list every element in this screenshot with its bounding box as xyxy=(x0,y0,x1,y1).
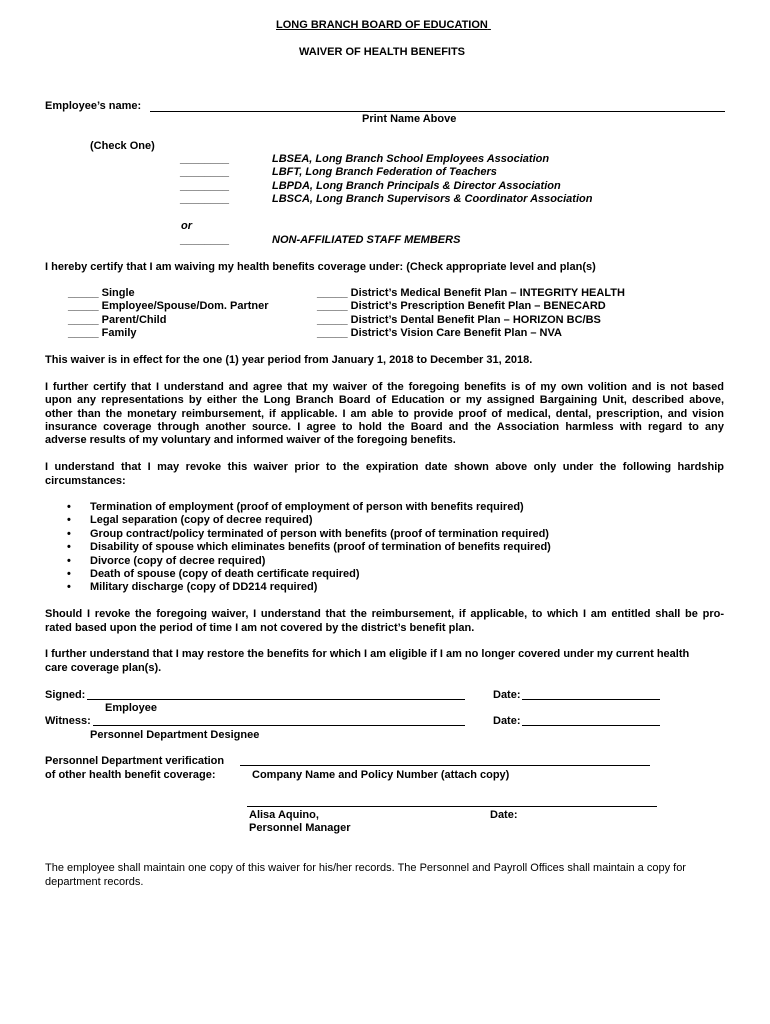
witness-label: Witness: xyxy=(45,715,91,727)
employee-caption: Employee xyxy=(105,702,157,714)
company-policy-caption: Company Name and Policy Number (attach copy) xyxy=(252,769,510,781)
bullet-icon: • xyxy=(67,568,71,580)
certify-statement: I hereby certify that I am waiving my health benefits coverage under: (Check appropriate level and plan(s) xyxy=(45,261,596,273)
revoke-line: I understand that I may revoke this waiver prior to the expiration date shown above only under the following hardship xyxy=(45,461,724,473)
witness-date-field[interactable] xyxy=(522,725,660,726)
bullet-icon: • xyxy=(67,555,71,567)
witness-field[interactable] xyxy=(93,725,465,726)
union-blank[interactable]: ________ xyxy=(180,180,229,192)
manager-name: Alisa Aquino, xyxy=(249,809,319,821)
manager-date-label: Date: xyxy=(490,809,518,821)
signed-date-label: Date: xyxy=(493,689,521,701)
manager-title: Personnel Manager xyxy=(249,822,351,834)
prorate-line: rated based upon the period of time I am not covered by the district’s benefit plan. xyxy=(45,622,475,634)
signed-label: Signed: xyxy=(45,689,86,701)
volition-line: other than the monetary reimbursement, if applicable. I am able to provide proof of medical, dental, prescription, and vision xyxy=(45,408,724,420)
union-blank[interactable]: ________ xyxy=(180,234,229,246)
circumstance-item: Legal separation (copy of decree required) xyxy=(90,514,313,526)
plan-row[interactable]: _____ District’s Medical Benefit Plan – INTEGRITY HEALTH xyxy=(317,287,625,299)
restore-line: care coverage plan(s). xyxy=(45,662,162,674)
revoke-line: circumstances: xyxy=(45,475,126,487)
footer-note: department records. xyxy=(45,876,144,888)
union-blank[interactable]: ________ xyxy=(180,153,229,165)
bullet-icon: • xyxy=(67,581,71,593)
org-title: LONG BRANCH BOARD OF EDUCATION xyxy=(276,19,488,31)
or-label: or xyxy=(181,220,192,232)
employee-name-hint: Print Name Above xyxy=(362,113,457,125)
restore-line: I further understand that I may restore the benefits for which I am eligible if I am no longer covered under my current health xyxy=(45,648,690,660)
signature-field[interactable] xyxy=(87,699,465,700)
plan-row[interactable]: _____ District’s Prescription Benefit Plan – BENECARD xyxy=(317,300,606,312)
verification-label: of other health benefit coverage: xyxy=(45,769,216,781)
bullet-icon: • xyxy=(67,541,71,553)
circumstance-item: Disability of spouse which eliminates benefits (proof of termination of benefits required) xyxy=(90,541,551,553)
union-option-nonaffiliated: NON-AFFILIATED STAFF MEMBERS xyxy=(272,234,461,246)
document-title: WAIVER OF HEALTH BENEFITS xyxy=(299,46,466,58)
employee-name-field[interactable] xyxy=(150,111,725,112)
circumstance-item: Termination of employment (proof of employment of person with benefits required) xyxy=(90,501,524,513)
bullet-icon: • xyxy=(67,514,71,526)
waiver-period: This waiver is in effect for the one (1) year period from January 1, 2018 to December 31, 2018. xyxy=(45,354,533,366)
union-blank[interactable]: ________ xyxy=(180,193,229,205)
level-row[interactable]: _____ Family xyxy=(68,327,137,339)
bullet-icon: • xyxy=(67,501,71,513)
volition-line: I further certify that I understand and agree that my waiver of the foregoing benefits is of my own volition and is not based xyxy=(45,381,724,393)
witness-date-label: Date: xyxy=(493,715,521,727)
circumstance-item: Death of spouse (copy of death certificate required) xyxy=(90,568,360,580)
manager-signature-field[interactable] xyxy=(247,806,657,807)
check-one-label: (Check One) xyxy=(90,140,155,152)
level-row[interactable]: _____ Single xyxy=(68,287,135,299)
volition-line: insurance coverage through another source. I agree to hold the Board and the Association harmless with regard to any xyxy=(45,421,724,433)
volition-line: upon any representations by either the Long Branch Board of Education or my assigned Bargaining Unit, described above, xyxy=(45,394,724,406)
circumstance-item: Group contract/policy terminated of person with benefits (proof of termination required) xyxy=(90,528,549,540)
union-option-lbft: LBFT, Long Branch Federation of Teachers xyxy=(272,166,497,178)
footer-note: The employee shall maintain one copy of this waiver for his/her records. The Personnel and Payroll Offices shall maintain a copy for xyxy=(45,862,686,874)
union-blank[interactable]: ________ xyxy=(180,166,229,178)
circumstance-item: Divorce (copy of decree required) xyxy=(90,555,266,567)
bullet-icon: • xyxy=(67,528,71,540)
union-option-lbpda: LBPDA, Long Branch Principals & Director Association xyxy=(272,180,561,192)
employee-name-label: Employee’s name: xyxy=(45,100,142,112)
plan-row[interactable]: _____ District’s Dental Benefit Plan – HORIZON BC/BS xyxy=(317,314,601,326)
union-option-lbsca: LBSCA, Long Branch Supervisors & Coordinator Association xyxy=(272,193,593,205)
verification-label: Personnel Department verification xyxy=(45,755,225,767)
prorate-line: Should I revoke the foregoing waiver, I understand that the reimbursement, if applicable, to which I am entitled shall be pro- xyxy=(45,608,724,620)
signed-date-field[interactable] xyxy=(522,699,660,700)
union-option-lbsea: LBSEA, Long Branch School Employees Association xyxy=(272,153,550,165)
circumstance-item: Military discharge (copy of DD214 required) xyxy=(90,581,318,593)
plan-row[interactable]: _____ District’s Vision Care Benefit Plan – NVA xyxy=(317,327,562,339)
level-row[interactable]: _____ Employee/Spouse/Dom. Partner xyxy=(68,300,269,312)
level-row[interactable]: _____ Parent/Child xyxy=(68,314,167,326)
volition-line: adverse results of my voluntary and informed waiver of the foregoing benefits. xyxy=(45,434,456,446)
company-policy-field[interactable] xyxy=(240,765,650,766)
designee-caption: Personnel Department Designee xyxy=(90,729,260,741)
